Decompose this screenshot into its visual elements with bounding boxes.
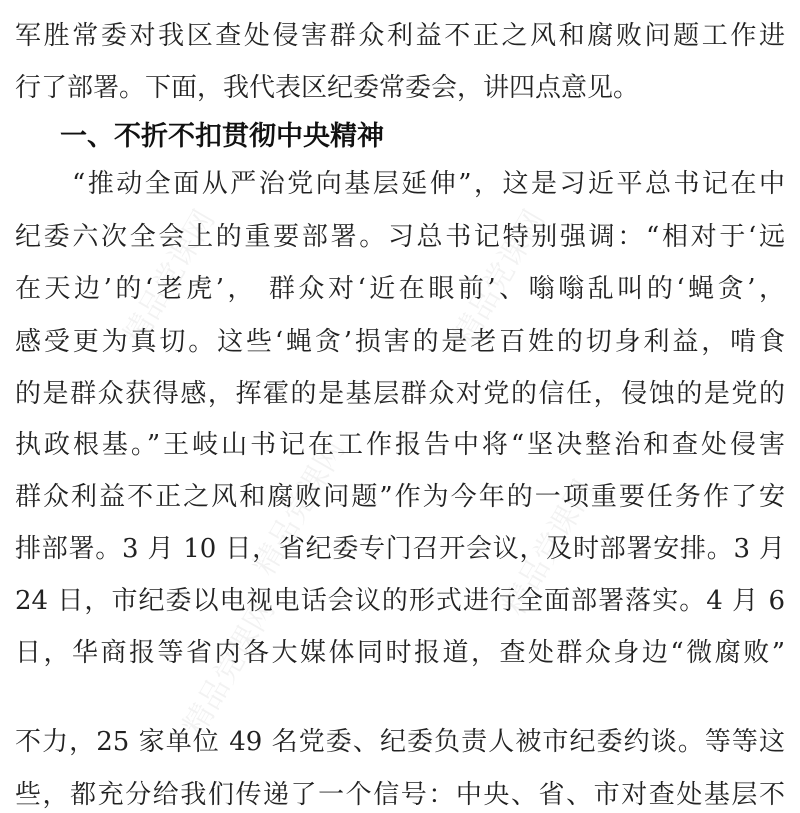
paragraph-line: 的是群众获得感，挥霍的是基层群众对党的信任，侵蚀的是党的 (15, 379, 785, 409)
watermark-text: 精品党课网 (116, 204, 223, 352)
paragraph-line: 执政根基。”王岐山书记在工作报告中将“坚决整治和查处侵害 (15, 430, 785, 460)
paragraph-line: 军胜常委对我区查处侵害群众利益不正之风和腐败问题工作进 (15, 21, 785, 51)
watermark-text: 精品党课网 (496, 474, 603, 622)
paragraph-line: 不力，25 家单位 49 名党委、纪委负责人被市纪委约谈。等等这 (15, 727, 785, 757)
paragraph-line: 群众利益不正之风和腐败问题”作为今年的一项重要任务作了安 (15, 482, 785, 512)
paragraph-line: 行了部署。下面，我代表区纪委常委会，讲四点意见。 (15, 73, 640, 103)
paragraph-line: 些，都充分给我们传递了一个信号：中央、省、市对查处基层不 (15, 780, 785, 810)
paragraph-line: 纪委六次全会上的重要部署。习总书记特别强调：“相对于‘远 (15, 222, 785, 252)
paragraph-line: “推动全面从严治党向基层延伸”，这是习近平总书记在中 (15, 169, 785, 199)
watermark-text: 精品党课网 (246, 434, 353, 582)
paragraph-line: 24 日，市纪委以电视电话会议的形式进行全面部署落实。4 月 6 (15, 586, 785, 616)
paragraph-line: 在天边’的‘老虎’， 群众对‘近在眼前’、嗡嗡乱叫的‘蝇贪’， (15, 274, 785, 304)
paragraph-line: 日，华商报等省内各大媒体同时报道，查处群众身边“微腐败” (15, 638, 785, 668)
section-heading: 一、不折不扣贯彻中央精神 (60, 121, 384, 152)
watermark-text: 精品党课网 (176, 594, 283, 742)
watermark-text: 精品党课网 (446, 204, 553, 352)
paragraph-line: 排部署。3 月 10 日，省纪委专门召开会议，及时部署安排。3 月 (15, 534, 785, 564)
paragraph-line: 感受更为真切。这些‘蝇贪’损害的是老百姓的切身利益，啃食 (15, 327, 785, 357)
